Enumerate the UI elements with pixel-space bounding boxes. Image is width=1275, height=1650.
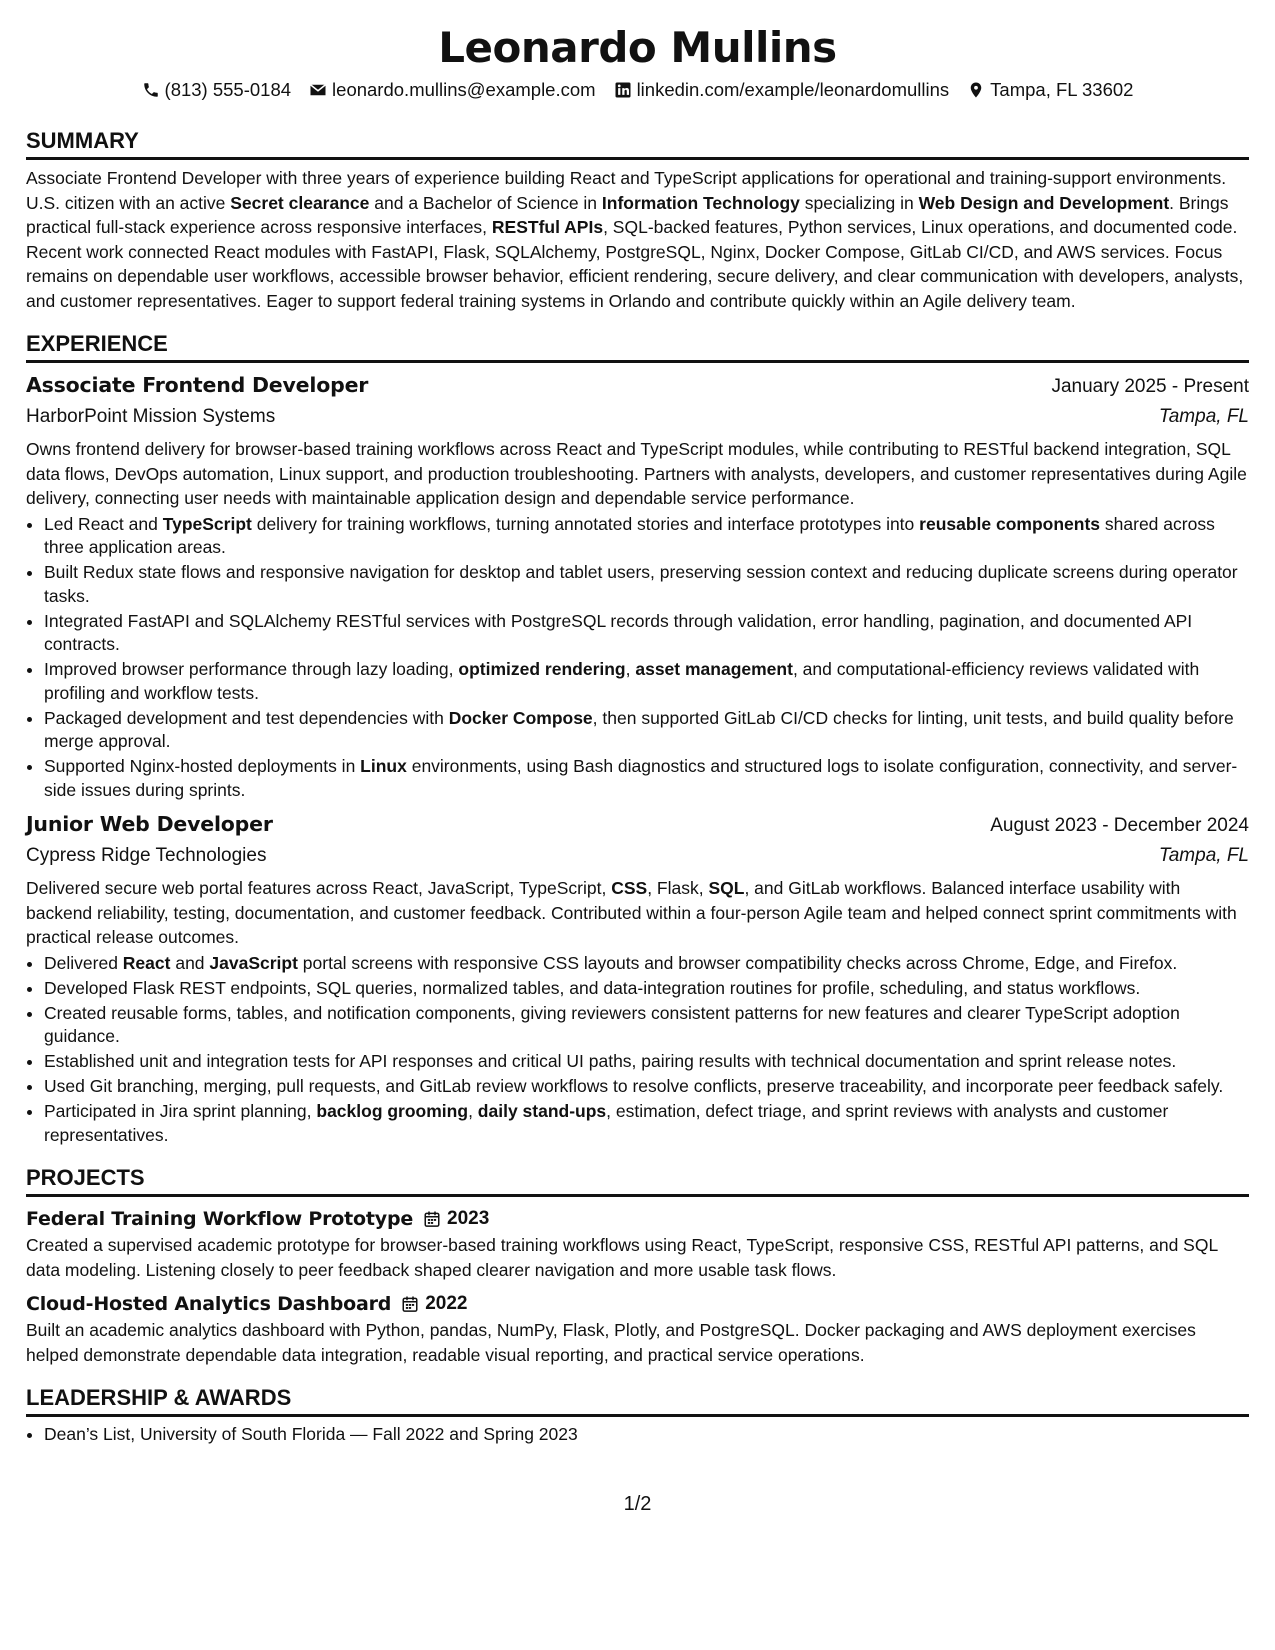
job-bullet (44, 1100, 1249, 1147)
bullet-bold: backlog grooming (316, 1101, 469, 1121)
job-entry (26, 810, 1249, 1147)
job-bullet (44, 658, 1249, 705)
job-bullet: • Used Git branching, merging, pull requests, and GitLab review workflows to resolve conflicts, preserve traceability, and incorporate peer feedback safely. (44, 1075, 1249, 1099)
job-bullet: • Created reusable forms, tables, and notification components, giving reviewers consistent patterns for new features and clearer TypeScript adoption guidance. (44, 1002, 1249, 1049)
bullet-text: , (468, 1101, 478, 1121)
bullet-bold: daily stand-ups (477, 1101, 607, 1121)
award-item: • Dean’s List, University of South Florida — Fall 2022 and Spring 2023 (44, 1423, 1249, 1447)
project-entry (26, 1205, 1249, 1282)
bullet-text: portal screens with responsive CSS layouts and browser compatibility checks across Chrome, Edge, and Firefox. (297, 952, 1178, 973)
summary-bold: Information Technology (601, 192, 800, 213)
job-header (26, 371, 1249, 401)
section-title-projects: PROJECTS (26, 1165, 1249, 1197)
job-entry (26, 371, 1249, 802)
job-bullet: • Built Redux state flows and responsive navigation for desktop and tablet users, preserving session context and reducing duplicate screens during operator tasks. (44, 561, 1249, 608)
job-dates: August 2023 - December 2024 (990, 815, 1249, 836)
job-bullet: • Developed Flask REST endpoints, SQL queries, normalized tables, and data-integration routines for profile, scheduling, and status workflows. (44, 977, 1249, 1001)
job-header (26, 810, 1249, 840)
description-bold: CSS (611, 878, 648, 898)
summary-bold: Web Design and Development (918, 192, 1170, 213)
bullet-bold: TypeScript (162, 513, 252, 534)
job-company: HarborPoint Mission Systems (26, 406, 276, 427)
page-number: 1/2 (623, 1493, 652, 1515)
bullet-text: and (170, 952, 210, 973)
summary-text: and a Bachelor of Science in (369, 192, 602, 213)
calendar-icon (401, 1295, 419, 1313)
job-dates: January 2025 - Present (1051, 376, 1249, 397)
project-description: Built an academic analytics dashboard with Python, pandas, NumPy, Flask, Plotly, and PostgreSQL. Docker packaging and AWS deployment exercises helped demonstrate dependable data integration, readable visual reporting, and practical service operations. (26, 1320, 1196, 1365)
bullet-bold: Linux (360, 756, 407, 776)
bullet-text: , then supported GitLab CI/CD checks for linting, unit tests, and build quality before merge approval. (44, 707, 1234, 751)
job-location: Tampa, FL (1158, 845, 1249, 866)
bullet-bold: Docker Compose (448, 707, 593, 728)
bullet-bold: asset management (635, 659, 793, 679)
description-text: Delivered secure web portal features across React, JavaScript, TypeScript, (26, 878, 612, 898)
bullet-bold: JavaScript (209, 952, 298, 973)
bullet-bold: React (122, 952, 171, 973)
project-description: Created a supervised academic prototype for browser-based training workflows using React, TypeScript, responsive CSS, RESTful API patterns, and SQL data modeling. Listening closely to peer feedback shaped clearer navigation and more usable task flows. (26, 1235, 1218, 1280)
description-text: , and GitLab workflows. Balanced interface usability with backend reliability, testing, documentation, and customer feedback. Contributed within a four-person Agile team and helped connect sprint commitments with practical release outcomes. (26, 878, 1237, 947)
calendar-icon (423, 1210, 441, 1228)
bullet-text: , estimation, defect triage, and sprint reviews with analysts and customer representatives. (44, 1101, 1169, 1145)
summary-text: specializing in (799, 192, 919, 213)
contact-phone (142, 78, 292, 102)
contact-linkedin[interactable] (614, 78, 950, 102)
job-bullet (44, 755, 1249, 802)
phone-icon (142, 81, 160, 99)
bullet-text: Supported Nginx-hosted deployments in (44, 756, 361, 776)
description-bold: SQL (708, 878, 745, 898)
section-title-awards: LEADERSHIP & AWARDS (26, 1385, 1249, 1417)
job-bullet: • Integrated FastAPI and SQLAlchemy RESTful services with PostgreSQL records through validation, error handling, pagination, and documented API contracts. (44, 610, 1249, 657)
bullet-bold: reusable components (919, 513, 1101, 534)
email-text[interactable]: leonardo.mullins@example.com (332, 79, 596, 100)
bullet-text: Led React and (44, 513, 163, 534)
description-text: , Flask, (647, 878, 709, 898)
project-year-text: 2023 (447, 1208, 490, 1229)
linkedin-text[interactable]: linkedin.com/example/leonardomullins (636, 79, 950, 100)
summary-bold: Secret clearance (230, 192, 370, 213)
bullet-text: Packaged development and test dependencies with (44, 707, 449, 728)
location-text: Tampa, FL 33602 (990, 79, 1134, 100)
map-pin-icon (967, 81, 985, 99)
job-title: Associate Frontend Developer (26, 373, 369, 397)
phone-text: (813) 555-0184 (164, 79, 292, 100)
project-year (401, 1293, 467, 1315)
job-description: Owns frontend delivery for browser-based training workflows across React and TypeScript modules, while contributing to RESTful backend integration, SQL data flows, DevOps automation, Linux support, and production troubleshooting. Partners with analysts, developers, and customer representatives during Agile delivery, connecting user needs with maintainable application design and dependable service performance. (26, 439, 1247, 508)
candidate-name: Leonardo Mullins (438, 23, 837, 72)
job-subheader (26, 403, 1249, 431)
bullet-text: environments, using Bash diagnostics and structured logs to isolate configuration, connectivity, and server-side issues during sprints. (44, 756, 1238, 800)
summary-paragraph (26, 166, 1249, 313)
section-title-summary: SUMMARY (26, 128, 1249, 160)
section-title-experience: EXPERIENCE (26, 331, 1249, 363)
summary-text: , SQL-backed features, Python services, Linux operations, and documented code. Recent work connected React modules with FastAPI, Flask, SQLAlchemy, PostgreSQL, Nginx, Docker Compose, GitLab CI/CD, and AWS services. Focus remains on dependable user workflows, accessible browser behavior, efficient rendering, secure delivery, and clear communication with developers, analysts, and customer representatives. Eager to support federal training systems in Orlando and contribute quickly within an Agile delivery team. (26, 217, 1244, 311)
project-header (26, 1205, 1249, 1233)
job-subheader (26, 842, 1249, 870)
project-year-text: 2022 (425, 1293, 468, 1314)
bullet-text: , (625, 659, 636, 679)
bullet-text: Participated in Jira sprint planning, (44, 1101, 317, 1121)
job-bullet (44, 513, 1249, 560)
project-entry (26, 1290, 1249, 1367)
bullet-text: shared across three application areas. (44, 513, 1215, 557)
envelope-icon (309, 81, 327, 99)
job-title: Junior Web Developer (26, 812, 273, 836)
job-bullet (44, 952, 1249, 976)
bullet-bold: optimized rendering (458, 659, 626, 679)
awards-list (26, 1423, 1249, 1447)
project-title: Cloud-Hosted Analytics Dashboard (26, 1293, 392, 1315)
summary-text: . Brings practical full-stack experience across responsive interfaces, (26, 192, 1229, 237)
job-bullets (26, 952, 1249, 1148)
job-description (26, 876, 1249, 950)
contact-location (967, 78, 1133, 102)
contact-email[interactable] (309, 78, 596, 102)
bullet-text: Improved browser performance through lazy loading, (44, 659, 459, 679)
bullet-text: Delivered (44, 952, 123, 973)
project-year (423, 1208, 489, 1230)
job-bullets (26, 513, 1249, 803)
summary-text: Associate Frontend Developer with three years of experience building React and TypeScript applications for operational and training-support environments. U.S. citizen with an active (26, 168, 1227, 213)
job-bullet (44, 707, 1249, 754)
project-header (26, 1290, 1249, 1318)
bullet-text: delivery for training workflows, turning annotated stories and interface prototypes into (251, 513, 920, 534)
project-title: Federal Training Workflow Prototype (26, 1208, 414, 1230)
job-company: Cypress Ridge Technologies (26, 845, 267, 866)
job-location: Tampa, FL (1158, 406, 1249, 427)
summary-bold: RESTful APIs (491, 217, 604, 237)
bullet-text: , and computational-efficiency reviews validated with profiling and workflow tests. (44, 659, 1200, 703)
linkedin-icon (614, 81, 632, 99)
job-bullet: • Established unit and integration tests for API responses and critical UI paths, pairing results with technical documentation and sprint release notes. (44, 1050, 1249, 1074)
contact-bar (26, 78, 1249, 102)
